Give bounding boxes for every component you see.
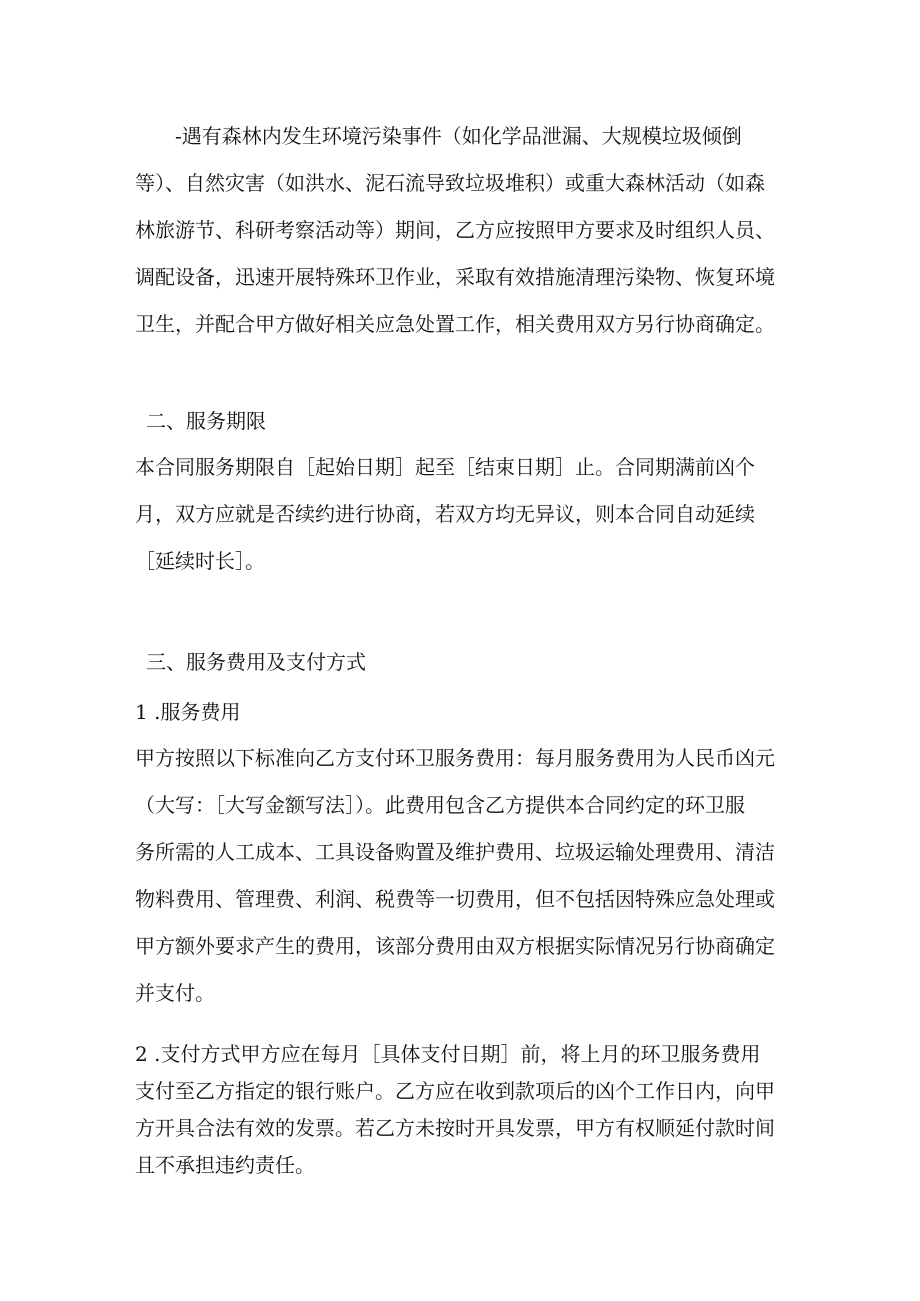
text-line: 等）、自然灾害（如洪水、泥石流导致垃圾堆积）或重大森林活动（如森 <box>135 171 765 195</box>
text-line: ［延续时长］。 <box>135 549 265 573</box>
paragraph-service-term <box>135 444 795 585</box>
paragraph-payment-method <box>135 1036 795 1184</box>
text-line: 本合同服务期限自［起始日期］起至［结束日期］止。合同期满前凶个 <box>135 455 755 479</box>
text-line: 甲方按照以下标准向乙方支付环卫服务费用：每月服务费用为人民币凶元 <box>135 746 775 770</box>
text-line: 2 .支付方式甲方应在每月［具体支付日期］前，将上月的环卫服务费用 <box>135 1042 761 1066</box>
text-line: 务所需的人工成本、工具设备购置及维护费用、垃圾运输处理费用、清洁 <box>135 840 775 864</box>
text-line: 月，双方应就是否续约进行协商，若双方均无异议，则本合同自动延续 <box>135 502 755 526</box>
text-line: 调配设备，迅速开展特殊环卫作业，采取有效措施清理污染物、恢复环境 <box>135 265 775 289</box>
text-line: 物料费用、管理费、利润、税费等一切费用，但不包括因特殊应急处理或 <box>135 887 775 911</box>
text-line: 甲方额外要求产生的费用，该部分费用由双方根据实际情况另行协商确定 <box>135 934 775 958</box>
paragraph-emergency-work <box>135 113 790 348</box>
text-line: 卫生，并配合甲方做好相关应急处置工作，相关费用双方另行协商确定。 <box>135 312 775 336</box>
section-heading-fees-payment: 三、服务费用及支付方式 <box>146 650 366 674</box>
section-heading-service-term: 二、服务期限 <box>146 409 266 433</box>
text-line: 并支付。 <box>135 981 215 1005</box>
text-line: 且不承担违约责任。 <box>135 1153 315 1177</box>
text-line: -遇有森林内发生环境污染事件（如化学品泄漏、大规模垃圾倾倒 <box>175 124 742 148</box>
paragraph-service-fee <box>135 735 795 1017</box>
text-line: 支付至乙方指定的银行账户。乙方应在收到款项后的凶个工作日内，向甲 <box>135 1079 775 1103</box>
item-title-service-fee: 1 .服务费用 <box>135 700 241 724</box>
text-line: （大写：［大写金额写法］）。此费用包含乙方提供本合同约定的环卫服 <box>135 793 745 817</box>
text-line: 方开具合法有效的发票。若乙方未按时开具发票，甲方有权顺延付款时间 <box>135 1116 775 1140</box>
text-line: 林旅游节、科研考察活动等）期间，乙方应按照甲方要求及时组织人员、 <box>135 218 775 242</box>
